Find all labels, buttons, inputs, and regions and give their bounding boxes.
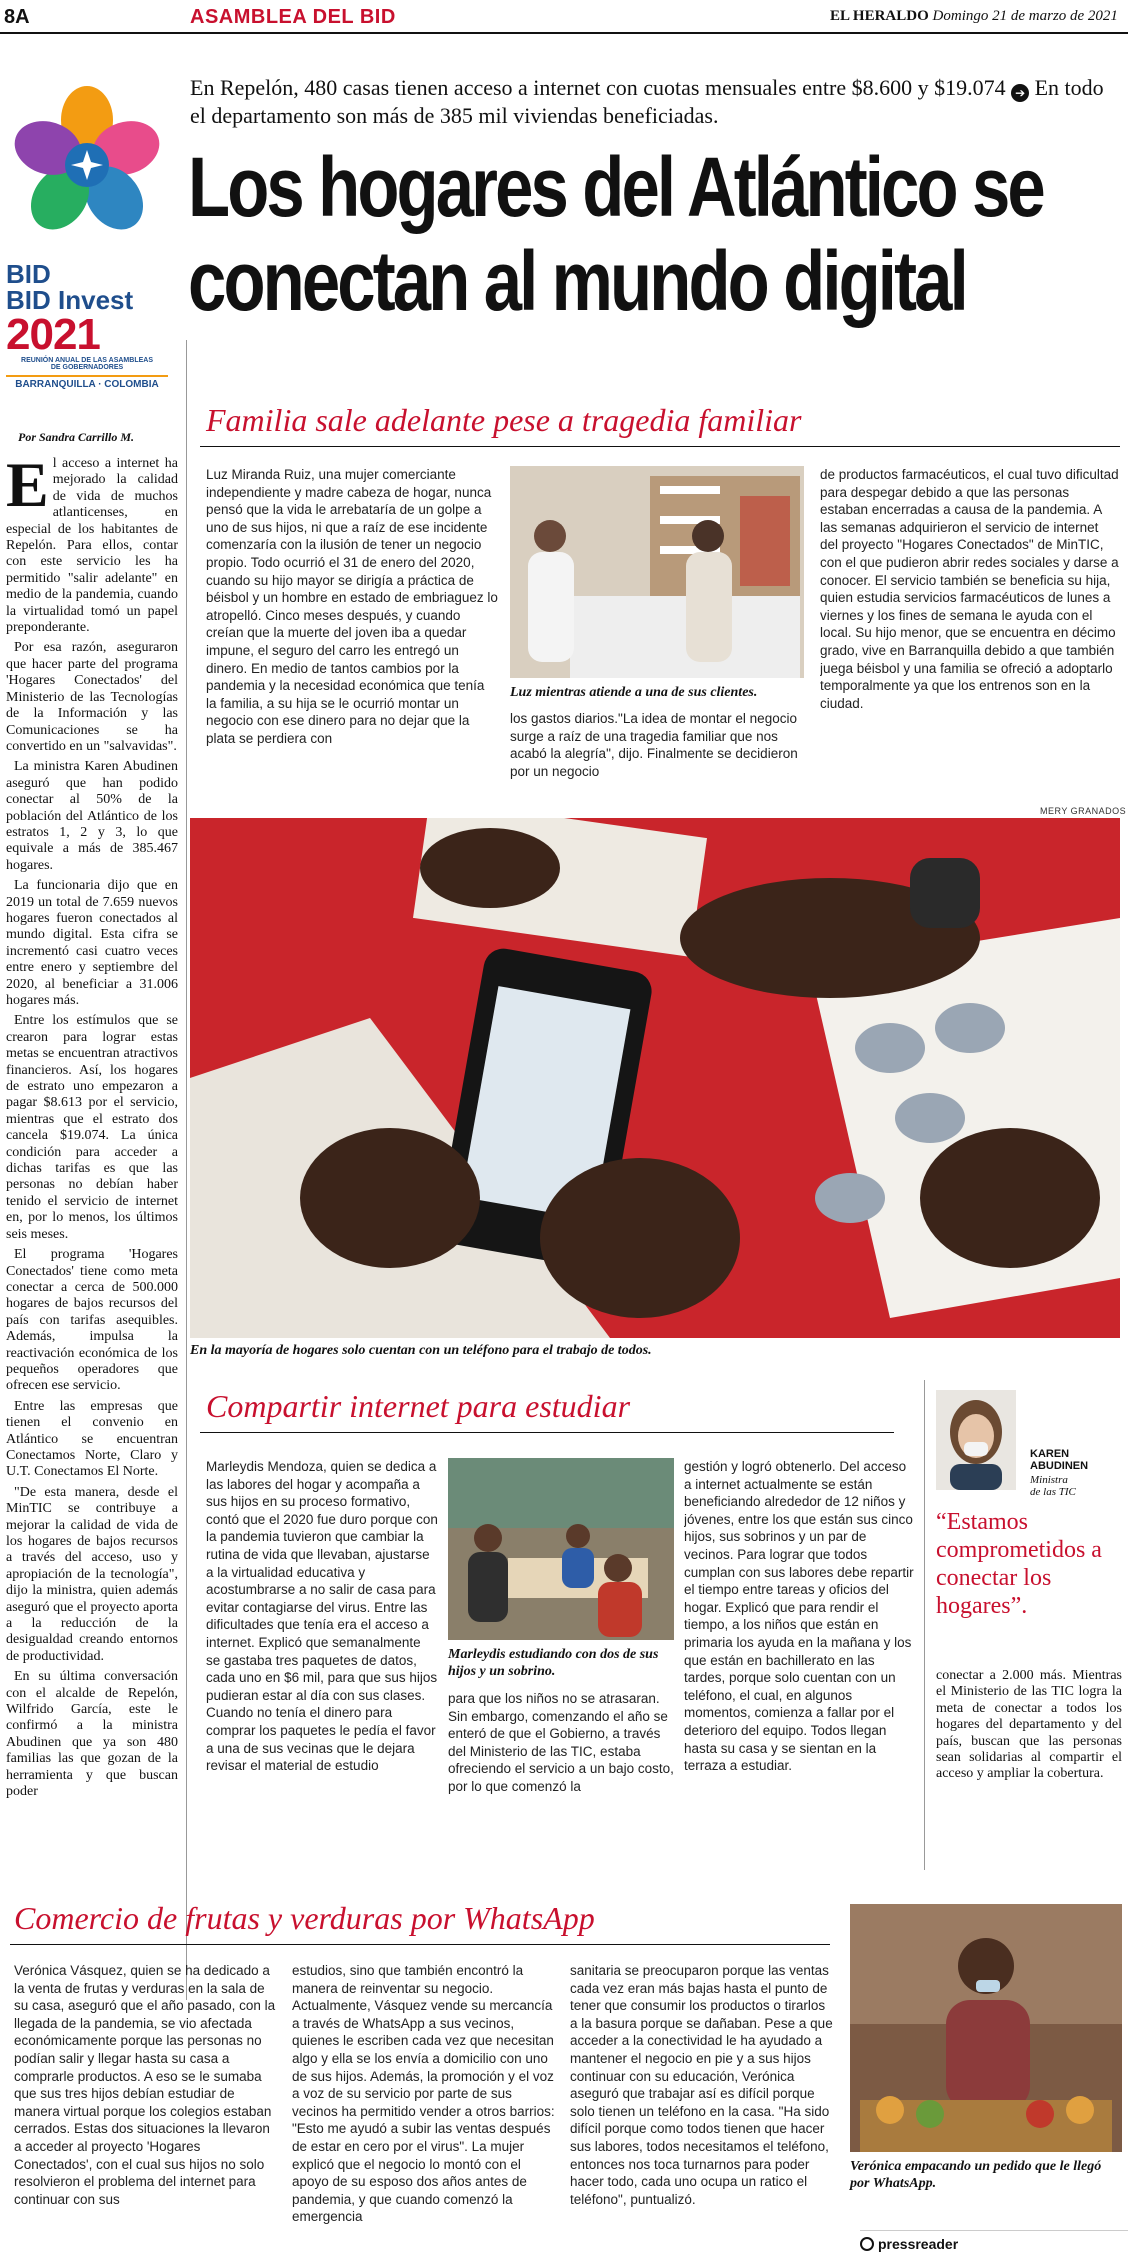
paragraph: La ministra Karen Abudinen aseguró que han podido conectar al 50% de la población del Atlántico de los estratos 1, 2 y 3, lo que equivale a más de 385.467 hogares. (6, 759, 178, 873)
headline (188, 140, 1043, 328)
story3-col1: Verónica Vásquez, quien se ha dedicado a la venta de frutas y verduras en la sala de su casa, aseguró que el año pasado, con la llegada de la pandemia, se vio afectada económicamente porque las personas no podían salir y llegar hasta su casa a comprarle productos. A eso se le sumaba que sus tres hijos debían estudiar de manera virtual porque los colegios estaban cerrados. Estas dos situaciones la llevaron a acceder al proyecto 'Hogares Conectados', con el cual sus hijos no solo resolvieron el problema del internet para continuar con sus (14, 1963, 276, 2207)
deck (190, 74, 1120, 129)
minister-name: KAREN ABUDINEN (1030, 1448, 1089, 1472)
paragraph: El programa 'Hogares Conectados' tiene como meta conectar a cerca de 500.000 hogares de bajos recursos del país con tarifas asequibles. Además, impulsa la reactivación económica de los pequeños operadores que ofrecen ese servicio. (6, 1247, 178, 1394)
pharmacy-photo (510, 466, 804, 678)
phone-photo (190, 818, 1120, 1338)
minister-role (1030, 1474, 1076, 1498)
paragraph: Entre los estímulos que se crearon para lograr estas metas se encuentran atractivos financieros. Así, los hogares de estrato uno empezaron a pagar $8.613 por el servicio, mientras que el estrato dos cancela $19.074. La única condición para acceder a dichas tarifas es que las personas no debían haber tenido el servicio de internet en, por lo menos, los últimos seis meses. (6, 1013, 178, 1242)
portrait-photo (936, 1390, 1016, 1490)
story2-col1: Marleydis Mendoza, quien se dedica a las labores del hogar y acompaña a sus hijos en su proceso formativo, contó que el 2020 fue duro porque con la pandemia tuvieron que cambiar la rutina de vida que llevaban, ajustarse a la virtualidad educativa y acostumbrarse a no salir de casa para evitar contagiarse del virus. Entre las dificultades que tenía era el acceso a internet. Explicó que semanalmente se gastaba tres paquetes de datos, cada uno en $6 mil, para que sus hijos pudieran estar al día con sus clases. Cuando no tenía el dinero para comprar los paquetes le pedía el favor a una de sus vecinas que le dejara revisar el material de estudio (206, 1459, 438, 1774)
divider (200, 446, 1120, 447)
page-header (0, 0, 1128, 34)
story1-col3: de productos farmacéuticos, el cual tuvo dificultad para despegar debido a que las personas estaban encerradas a causa de la pandemia. A las semanas adquirieron el servicio de internet del proyecto "Hogares Conectados" de MinTIC, con el que pudieron abrir redes sociales y darse a conocer. El servicio también se beneficia su hija, quien estudia servicios farmacéuticos de lunes a viernes y los fines de semana le ayuda con el local. Su hijo menor, que se encuentra en décimo grado, vive en Barranquilla debido a que también juega béisbol y una familia se ofreció a adoptarlo temporalmente ya que los entrenos son en la ciudad. (820, 467, 1119, 711)
story3-caption: Verónica empacando un pedido que le llegó por WhatsApp. (850, 2159, 1102, 2191)
newspaper-name (830, 8, 1118, 25)
paragraph: En su última conversación con el alcalde de Repelón, Wilfrido García, este le confirmó a la ministra Abudinen que ya son 480 familias las que gozan de la herramienta y que buscan poder (6, 1669, 178, 1800)
story3-photo (850, 1904, 1122, 2152)
logo-bid: BID (6, 259, 51, 289)
drop-cap: E (6, 456, 49, 520)
photo-credit: MERY GRANADOS (1040, 806, 1127, 816)
story2-photo (448, 1458, 674, 1640)
story2-title: Compartir internet para estudiar (206, 1388, 631, 1424)
logo-city: BARRANQUILLA · COLOMBIA (6, 375, 168, 390)
paragraph: "De esta manera, desde el MinTIC se contribuye a mejorar la calidad de vida de los hogares de bajos recursos a través del acceso, uso y apropiación de la tecnología", dijo la ministra, quien además aseguró que el proyecto aporta a la reducción de la desigualdad creando entornos de productividad. (6, 1484, 178, 1664)
bid-logo (6, 80, 168, 400)
byline: Por Sandra Carrillo M. (18, 430, 135, 444)
pressreader-icon (860, 2237, 874, 2251)
issue-date: Domingo 21 de marzo de 2021 (932, 8, 1118, 24)
paragraph: Entre las empresas que tienen el convenio en Atlántico se encuentran Conectamos Norte, Claro y U.T. Conectamos El Norte. (6, 1398, 178, 1480)
main-photo-caption: En la mayoría de hogares solo cuentan con un teléfono para el trabajo de todos. (190, 1343, 652, 1358)
logo-bid-invest: BID Invest (6, 285, 134, 315)
story2-caption: Marleydis estudiando con dos de sus hijos y un sobrino. (448, 1647, 659, 1679)
story3-col2: estudios, sino que también encontró la manera de reinventar su negocio. Actualmente, Vásquez vende su mercancía a través de WhatsApp a sus vecinos, quienes le escriben cada vez que necesitan algo y ella se los envía a domicilio con uno de sus hijos. Además, la promoción y el voz a voz de su servicio por parte de sus vecinos ha permitido vender a otros barrios: "Esto me ayudó a subir las ventas después de estar en cero por el virus". La mujer explicó que el negocio lo montó con el apoyo de su esposo dos años antes de pandemia, y que cuando comenzó la emergencia (292, 1963, 555, 2224)
story1-photo (510, 466, 804, 678)
story1-col1: Luz Miranda Ruiz, una mujer comerciante independiente y madre cabeza de hogar, nunca pensó que la vida le arrebataría de un golpe a uno de sus hijos, ni que a raíz de ese incidente comenzaría con la ilusión de tener un negocio propio. Todo ocurrió el 31 de enero del 2020, cuando su hijo mayor se dirigía a práctica de béisbol y un hombre en estado de embriaguez lo atropelló. Cinco meses después, y cuando creían que la muerte del joven iba a quedar impune, el seguro del carro les entregó un dinero. En medio de tantos cambios por la pandemia y la necesidad económica que tenía la familia, a su hija se le ocurrió montar un negocio con ese dinero para no dejar que la plata se perdiera con (206, 467, 498, 746)
divider (200, 1432, 894, 1433)
role-line-2: de las TIC (1030, 1486, 1076, 1498)
story1-col2: los gastos diarios."La idea de montar el negocio surge a raíz de una tragedia familiar que nos acabó la alegría", dijo. Finalmente se decidieron por un negocio (510, 711, 798, 779)
deck-text: En Repelón, 480 casas tienen acceso a internet con cuotas mensuales entre $8.600 y $19.074 (190, 75, 1006, 100)
role-line-1: Ministra (1030, 1474, 1068, 1486)
divider (10, 1944, 830, 1945)
paragraph: La funcionaria dijo que en 2019 un total de 7.659 nuevos hogares fueron conectados al mundo digital. Esta cifra se incrementó casi cuatro veces entre enero y septiembre del 2020, al beneficiar a 31.006 hogares más. (6, 878, 178, 1008)
main-photo (190, 818, 1120, 1338)
headline-line-1: Los hogares del Atlántico se (188, 140, 1043, 234)
paper-name: EL HERALDO (830, 8, 929, 24)
story3-col3: sanitaria se preocuparon porque las ventas cada vez eran más bajas hasta el punto de tener que consumir los productos o tirarlos a la basura porque se dañaban. Pese a que acceder a la conectividad le ha ayudado a mantener el negocio en pie y a sus hijos continuar con su educación, Verónica aseguró que trabajar así es difícil porque solo tienen un teléfono en la casa. "Ha sido difícil porque como todos tienen que hacer sus labores, todos necesitamos el teléfono, entonces nos toca turnarnos para poder hacer todo, cada uno ocupa un ratico el teléfono", puntualizó. (570, 1963, 833, 2207)
pull-quote: “Estamos comprometidos a conectar los hogares”. (936, 1509, 1102, 1619)
story2-col2: para que los niños no se atrasaran. Sin embargo, comenzando el año se enteró de que el Gobierno, a través del Ministerio de las TIC, estaba ofreciendo el servicio a un bajo costo, por lo que comenzó la (448, 1691, 674, 1794)
deck-text-2: En todo el departamento son más de 385 mil viviendas beneficiadas. (190, 75, 1104, 128)
page-number: 8A (4, 6, 30, 28)
study-photo (448, 1458, 674, 1640)
minister-portrait (936, 1390, 1016, 1490)
logo-tagline-2: DE GOBERNADORES (50, 364, 124, 371)
pressreader-brand: pressreader (878, 2236, 959, 2252)
flower-icon (6, 80, 168, 250)
logo-year: 2021 (6, 310, 100, 359)
column-divider (186, 340, 187, 2000)
paragraph: Por esa razón, aseguraron que hacer parte del programa 'Hogares Conectados' del Ministerio de las Tecnologías de la Información y las Comunicaciones se ha convertido en un "salvavidas". (6, 640, 178, 754)
market-photo (850, 1904, 1122, 2152)
sidebar-divider (924, 1380, 925, 1870)
headline-line-2: conectan al mundo digital (188, 234, 966, 328)
story1-title: Familia sale adelante pese a tragedia familiar (206, 402, 802, 438)
story3-title: Comercio de frutas y verduras por WhatsApp (14, 1900, 595, 1936)
paragraph-text: l acceso a internet ha mejorado la calidad de vida de muchos atlanticenses, en especial de los habitantes de Repelón. Para ellos, contar con este servicio les ha permitido "salir adelante" en medio de la pandemia, cuando la virtualidad tomó un papel preponderante. (6, 456, 178, 636)
footer (860, 2230, 1128, 2255)
paragraph (6, 456, 178, 636)
logo-tagline-1: REUNIÓN ANUAL DE LAS ASAMBLEAS (21, 357, 153, 364)
story1-caption: Luz mientras atiende a una de sus clientes. (510, 685, 758, 700)
sidebar-text: conectar a 2.000 más. Mientras el Ministerio de las TIC logra la meta de conectar a todos los hogares del departamento y del país, buscan que las personas sean solidarias al compartir el acceso y ampliar la cobertura. (936, 1668, 1122, 1782)
arrow-right-icon: ➔ (1011, 84, 1029, 102)
story2-col3: gestión y logró obtenerlo. Del acceso a internet actualmente se están beneficiando alrededor de 12 niños y jóvenes, entre los que están sus cinco hijos, sus sobrinos y un par de vecinos. Para lograr que todos cumplan con sus labores debe repartir el tiempo entre tareas y oficios del hogar. Explicó que para rendir el tiempo, a los niños que están en primaria los ayuda en la mañana y los que están en bachillerato en las tardes, porque solo cuentan con un teléfono, el cual, en algunos momentos, comienza a fallar por el deterioro del equipo. Todos llegan hasta su casa y se sientan en la terraza a estudiar. (684, 1459, 914, 1774)
section-title: ASAMBLEA DEL BID (190, 6, 396, 28)
left-column-article (6, 456, 178, 1996)
